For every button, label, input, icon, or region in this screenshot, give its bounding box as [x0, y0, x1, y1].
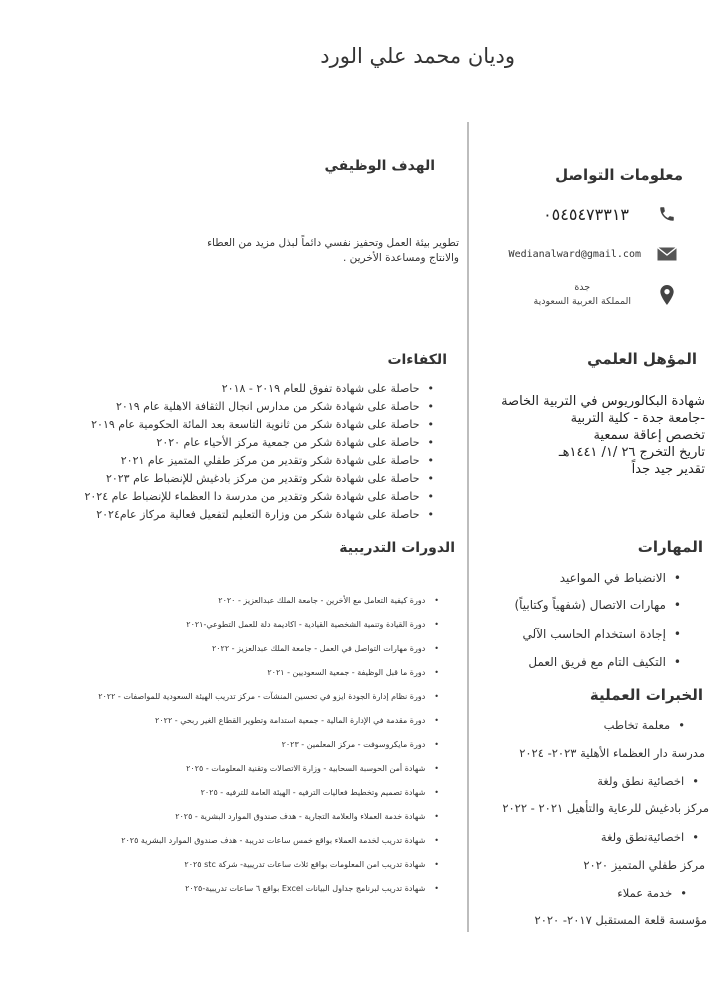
competency-item: • حاصلة على شهادة شكر من ثانوية التاسعة بعد المائة الحكومية عام ٢٠١٩ [91, 418, 434, 431]
competency-item: • حاصلة على شهادة شكر من وزارة التعليم لتفعيل فعالية مركاز عام٢٠٢٤ [96, 508, 434, 521]
competency-item: • حاصلة على شهادة شكر وتقدير من مدرسة دا العظماء للإنضباط عام ٢٠٢٤ [84, 490, 434, 503]
location-text [534, 281, 631, 309]
phone-number: ٠٥٤٥٤٧٣٣١٣ [543, 204, 629, 224]
contact-title: معلومات التواصل [555, 166, 683, 184]
education-line: شهادة البكالوريوس في التربية الخاصة [501, 394, 705, 409]
experience-place: مؤسسة قلعة المستقبل ٢٠١٧- ٢٠٢٠ [534, 913, 707, 927]
education-line: تقدير جيد جداً [631, 462, 705, 477]
courses-title: الدورات التدريبية [339, 540, 455, 556]
course-item: • دورة نظام إدارة الجودة ايزو في تحسين المنشآت - مركز تدريب الهيئة السعودية للمواصفات - ٢٠٢٢ [98, 692, 439, 701]
course-item: • شهادة تدريب لبرنامج جداول البيانات Excel بواقع ٦ ساعات تدريبية-٢٠٢٥ [185, 884, 439, 893]
competency-item: • حاصلة على شهادة تفوق للعام ٢٠١٩ - ٢٠١٨ [222, 382, 434, 395]
skill-item: • الانضباط في المواعيد [560, 571, 681, 585]
experience-role: • خدمة عملاء [617, 886, 687, 900]
experience-place: مركز بادغيش للرعاية والتأهيل ٢٠٢١ - ٢٠٢٢ [502, 801, 709, 815]
course-item: • شهادة تدريب امن المعلومات بواقع ثلاث ساعات تدريبية- شركة stc ٢٠٢٥ [184, 860, 439, 869]
education-details [480, 393, 705, 478]
mail-icon [657, 244, 677, 264]
education-title: المؤهل العلمي [587, 350, 697, 368]
course-item: • دورة القيادة وتنمية الشخصية القيادية - اكاديمة دلة للعمل التطوعي-٢٠٢١ [186, 620, 439, 629]
competencies-title: الكفاءات [387, 352, 447, 368]
course-item: • دورة مقدمة في الإدارة المالية - جمعية استدامة وتطوير القطاع الغير ربحي - ٢٠٢٢ [155, 716, 439, 725]
course-item: • دورة مهارات التواصل في العمل - جامعة الملك عبدالعزيز - ٢٠٢٢ [212, 644, 439, 653]
experience-role: • اخصائية نطق ولغة [597, 774, 699, 788]
experience-role: • اخصائيةنطق ولغة [601, 830, 699, 844]
course-item: • دورة ما قبل الوظيفة - جمعية السعوديين - ٢٠٢١ [267, 668, 439, 677]
country: المملكة العربية السعودية [533, 296, 631, 307]
location-row [457, 281, 677, 309]
city: جدة [574, 282, 591, 293]
course-item: • شهادة خدمة العملاء والعلامة التجارية - هدف صندوق الموارد البشرية - ٢٠٢٥ [175, 812, 439, 821]
email-address: Wedianalward@gmail.com [508, 248, 641, 260]
education-line: تاريخ التخرج ٢٦ /١/ ١٤٤١هـ [558, 445, 705, 460]
phone-icon [657, 204, 677, 224]
education-line: تخصص إعاقة سمعية [593, 428, 705, 443]
goal-title: الهدف الوظيفي [324, 158, 435, 174]
competency-item: • حاصلة على شهادة شكر وتقدير من مركز طفلي المتميز عام ٢٠٢١ [121, 454, 434, 467]
skill-item: • إجادة استخدام الحاسب الآلي [523, 627, 681, 641]
course-item: • دورة كيفية التعامل مع الأخرين - جامعة الملك عبدالعزيز - ٢٠٢٠ [218, 596, 439, 605]
experience-role: • معلمة تخاطب [604, 718, 685, 732]
experience-title: الخبرات العملية [589, 686, 703, 704]
skill-item: • مهارات الاتصال (شفهياً وكتابياً) [514, 598, 681, 612]
education-line: -جامعة جدة - كلية التربية [570, 411, 705, 426]
phone-row [457, 204, 677, 224]
skill-item: • التكيف التام مع فريق العمل [528, 655, 681, 669]
course-item: • شهادة تدريب لخدمة العملاء بواقع خمس ساعات تدريبة - هدف صندوق الموارد البشرية ٢٠٢٥ [121, 836, 439, 845]
skills-title: المهارات [637, 538, 703, 556]
experience-place: مركز طفلي المتميز ٢٠٢٠ [583, 858, 705, 872]
email-row [457, 244, 677, 264]
course-item: • شهادة أمن الحوسبة السحابية - وزارة الاتصالات وتقنية المعلومات - ٢٠٢٥ [186, 764, 439, 773]
competency-item: • حاصلة على شهادة شكر من جمعية مركز الأحياء عام ٢٠٢٠ [156, 436, 434, 449]
competency-item: • حاصلة على شهادة شكر وتقدير من مركز بادغيش للإنضباط عام ٢٠٢٣ [106, 472, 434, 485]
person-name: وديان محمد علي الورد [320, 44, 515, 68]
competency-item: • حاصلة على شهادة شكر من مدارس انجال الثقافة الاهلية عام ٢٠١٩ [116, 400, 434, 413]
course-item: • شهادة تصميم وتخطيط فعاليات الترفيه - الهيئة العامة للترفيه - ٢٠٢٥ [201, 788, 439, 797]
course-item: • دورة مايكروسوفت - مركز المعلمين - ٢٠٢٣ [282, 740, 439, 749]
experience-place: مدرسة دار العظماء الأهلية ٢٠٢٣- ٢٠٢٤ [519, 746, 705, 760]
goal-text: تطوير بيئة العمل وتحفيز نفسي دائماً لبذل مزيد من العطاء والانتاج ومساعدة الأخرين . [207, 237, 459, 264]
location-pin-icon [657, 285, 677, 305]
